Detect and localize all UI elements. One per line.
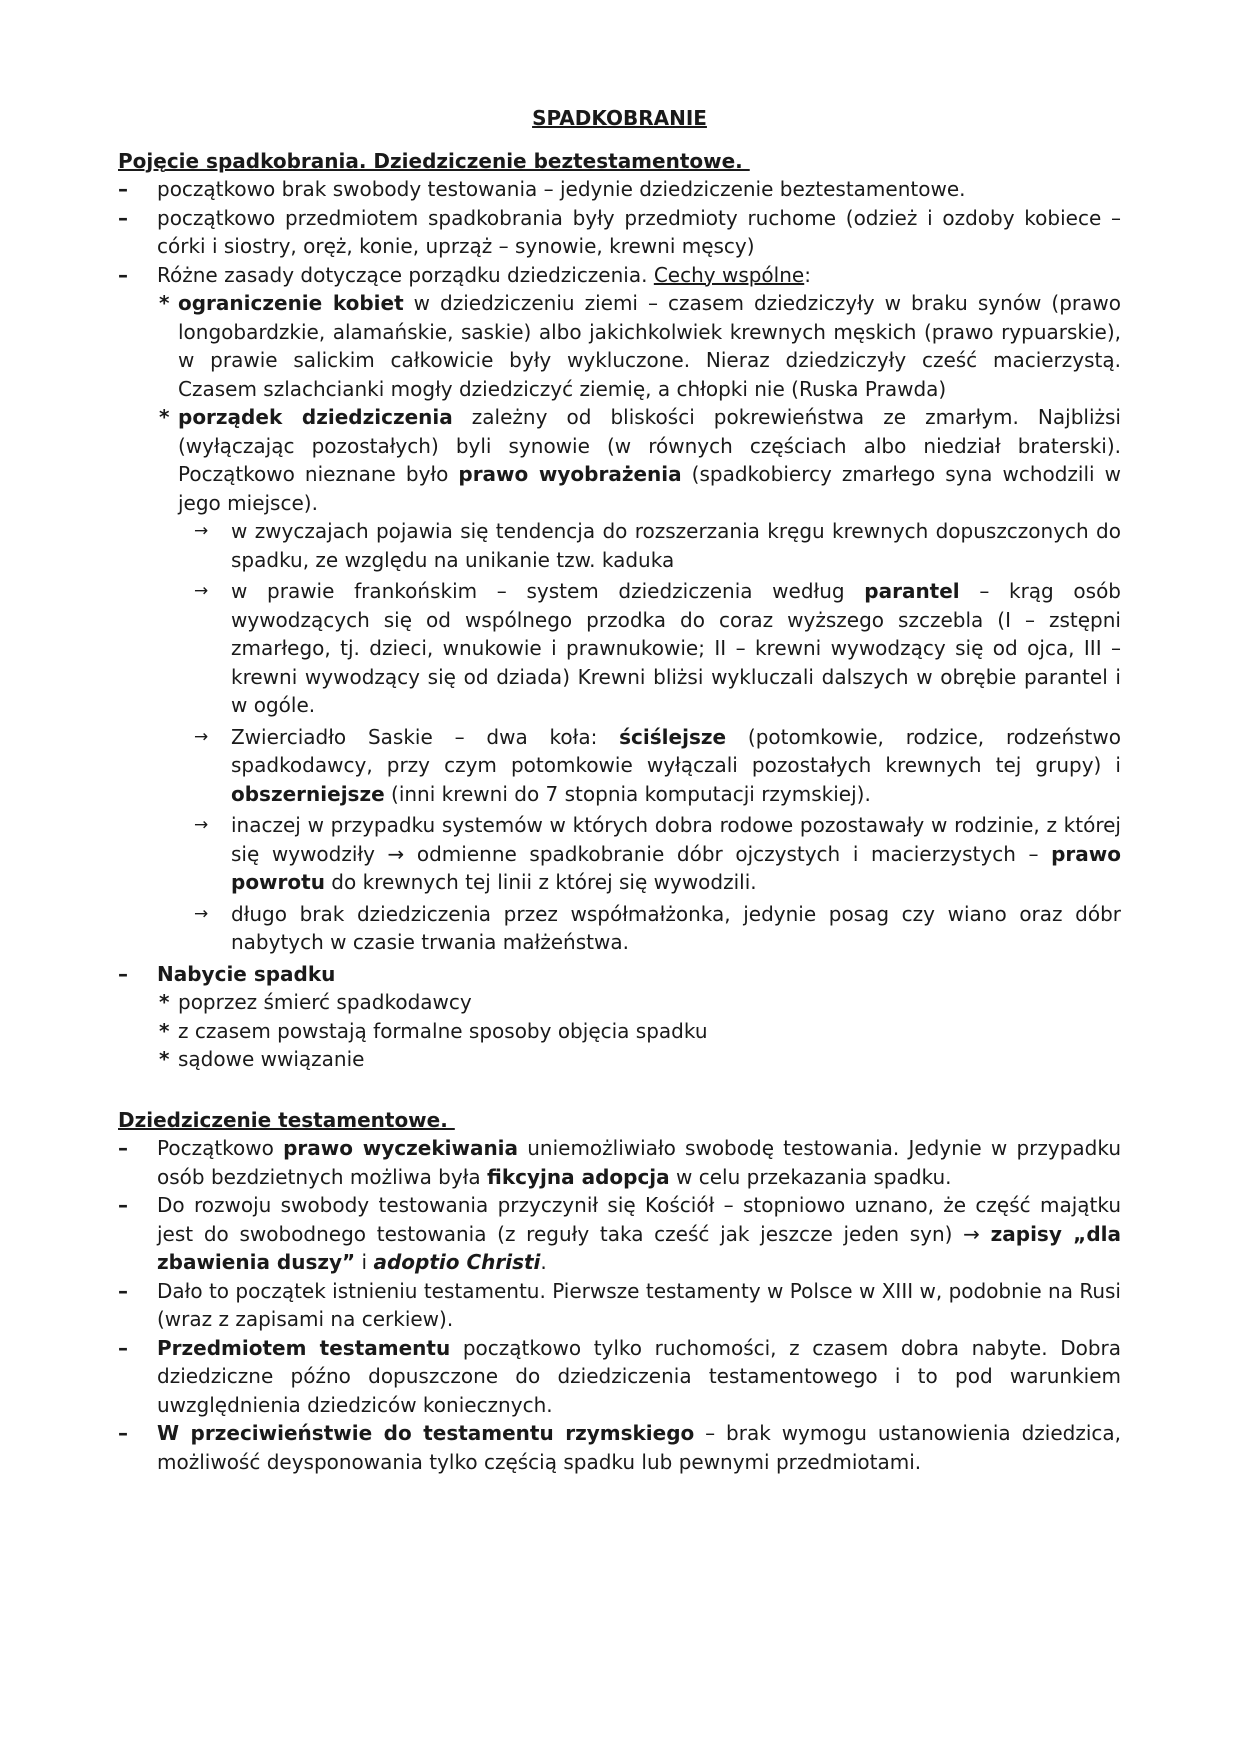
sub-list-item — [118, 289, 1121, 403]
list-item-text: uniemożliwiało swobodę testowania. Jedynie w przypadku osób bezdzietnych możliwa była — [157, 1136, 1121, 1189]
dash-marker: – — [118, 1421, 128, 1445]
arrow-list-item — [118, 577, 1121, 720]
sub-list-text: z czasem powstają formalne sposoby objęcia spadku — [178, 1018, 708, 1043]
bold-term: W przeciwieństwie do testamentu rzymskiego — [157, 1421, 695, 1445]
sub-list-text: poprzez śmierć spadkodawcy — [178, 990, 472, 1014]
bold-term: prawo wyobrażenia — [458, 462, 682, 486]
sub-list-text: (spadkobiercy zmarłego syna wchodzili w jego miejsce). — [178, 462, 1121, 515]
bold-term: ograniczenie kobiet — [178, 291, 404, 315]
bold-italic-term: adoptio Christi — [373, 1250, 541, 1274]
arrow-list-item — [118, 517, 1121, 574]
bold-term: ściślejsze — [619, 724, 727, 749]
asterisk-marker: * — [159, 1047, 170, 1071]
sub-list-item — [118, 403, 1121, 517]
dash-marker: – — [118, 1193, 128, 1217]
list-item — [118, 1277, 1121, 1334]
bold-term: prawo wyczekiwania — [283, 1136, 519, 1160]
list-item-text: i — [355, 1250, 374, 1274]
asterisk-marker: * — [159, 1018, 170, 1043]
sub-list-text: sądowe wwiązanie — [178, 1047, 365, 1071]
arrow-icon: → — [194, 581, 209, 601]
arrow-icon: → — [194, 726, 209, 747]
arrow-item-text: długo brak dziedziczenia przez współmałżonka, jedynie posag czy wiano oraz dóbr nabytych w czasie trwania małżeństwa. — [231, 901, 1121, 954]
arrow-icon: → — [194, 815, 209, 835]
list-item-text: w celu przekazania spadku. — [669, 1164, 952, 1189]
list-item — [118, 1134, 1121, 1191]
list-item-text: Dało to początek istnieniu testamentu. Pierwsze testamenty w Polsce w XIII w, podobnie na Rusi (wraz z zapisami na cerkiew). — [157, 1278, 1121, 1331]
sub-list-text: w dziedziczeniu ziemi – czasem dziedziczyły w braku synów (prawo longobardzkie, alamańskie, saskie) albo jakichkolwiek krewnych męskich (prawo rypuarskie), w prawie salickim całkowicie były wykluczone. Nieraz dziedziczyły cześć macierzystą. Czasem szlachcianki mogły dziedziczyć ziemię, a chłopki nie (Ruska Prawda) — [178, 291, 1121, 401]
list-item-text: początkowo przedmiotem spadkobrania były przedmioty ruchome (odzież i ozdoby kobiece – córki i siostry, oręż, konie, uprząż – synowie, krewni męscy) — [157, 205, 1121, 258]
arrow-item-text: inaczej w przypadku systemów w których dobra rodowe pozostawały w rodzinie, z której się wywodziły → odmienne spadkobranie dóbr ojczystych i macierzystych – — [231, 813, 1121, 866]
section-heading-intestate: Pojęcie spadkobrania. Dziedziczenie beztestamentowe. — [118, 148, 750, 173]
arrow-item-text: (inni krewni do 7 stopnia komputacji rzymskiej). — [384, 781, 871, 806]
bold-term: prawo powrotu — [231, 841, 1121, 894]
arrow-item-text: Zwierciadło Saskie – dwa koła: — [231, 724, 620, 749]
list-item — [118, 1191, 1121, 1277]
document-page — [118, 104, 1121, 1476]
arrow-icon: → — [194, 521, 209, 541]
sub-list-item — [118, 988, 1121, 1017]
list-item — [118, 960, 1121, 989]
sub-list-item — [118, 1045, 1121, 1074]
bold-term: parantel — [864, 579, 960, 603]
bold-term: fikcyjna adopcja — [487, 1164, 670, 1189]
spacer — [118, 1074, 1121, 1106]
dash-marker: – — [118, 262, 128, 287]
asterisk-marker: * — [159, 291, 170, 315]
arrow-item-text: – krąg osób wywodzących się od wspólnego przodka do coraz wyższego szczebla (I – zstępni zmarłego, tj. dzieci, wnukowie i prawnukowie; II – krewni wywodzący się od ojca, III – krewni wywodzący się od dziada) Krewni bliżsi wykluczali dalszych w obrębie parantel i w ogóle. — [231, 579, 1122, 717]
dash-marker: – — [118, 1335, 128, 1360]
arrow-list-item — [118, 900, 1121, 957]
dash-marker: – — [118, 1136, 128, 1160]
arrow-item-text: w zwyczajach pojawia się tendencja do rozszerzania kręgu krewnych dopuszczonych do spadku, ze względu na unikanie tzw. kaduka — [231, 519, 1121, 572]
arrow-icon: → — [194, 903, 209, 924]
list-item-text: początkowo tylko ruchomości, z czasem dobra nabyte. Dobra dziedziczne późno dopuszczone do dziedziczenia testamentowego i to pod warunkiem uwzględnienia dziedziców koniecznych. — [157, 1335, 1122, 1417]
dash-marker: – — [118, 177, 128, 201]
dash-marker: – — [118, 1278, 128, 1303]
bold-term: zapisy „dla zbawienia duszy” — [157, 1221, 1121, 1274]
arrow-item-text: do krewnych tej linii z której się wywodzili. — [324, 870, 757, 894]
bold-term: porządek dziedziczenia — [178, 405, 453, 429]
list-item — [118, 1334, 1121, 1420]
punctuation: : — [804, 262, 811, 287]
list-item-text: . — [540, 1250, 547, 1274]
asterisk-marker: * — [159, 990, 170, 1014]
arrow-list-item — [118, 723, 1121, 809]
list-item — [118, 1419, 1121, 1476]
underlined-phrase: Cechy wspólne — [653, 262, 805, 287]
sub-list-text: zależny od bliskości pokrewieństwa ze zmarłym. Najbliżsi (wyłączając pozostałych) byli synowie (w równych częściach albo niedział braterski). Początkowo nieznane było — [178, 405, 1121, 486]
section-heading-testamentary: Dziedziczenie testamentowe. — [118, 1107, 455, 1132]
list-item-text: Do rozwoju swobody testowania przyczynił się Kościół – stopniowo uznano, że część majątku jest do swobodnego testowania (z reguły taka cześć jak jeszcze jeden syn) → — [157, 1193, 1121, 1246]
dash-marker: – — [118, 205, 128, 230]
arrow-item-text: (potomkowie, rodzice, rodzeństwo spadkodawcy, przy czym potomkowie wyłączali pozostałych krewnych tej grupy) i — [231, 724, 1121, 777]
dash-marker: – — [118, 961, 128, 986]
asterisk-marker: * — [159, 405, 170, 429]
bold-term: Nabycie spadku — [157, 961, 336, 986]
bold-term: obszerniejsze — [231, 781, 385, 806]
list-item-text: początkowo brak swobody testowania – jedynie dziedziczenie beztestamentowe. — [157, 177, 966, 201]
arrow-list-item — [118, 811, 1121, 897]
sub-list-item — [118, 1017, 1121, 1046]
document-title: SPADKOBRANIE — [532, 106, 707, 130]
list-item-text: – brak wymogu ustanowienia dziedzica, możliwość deysponowania tylko częścią spadku lub pewnymi przedmiotami. — [157, 1421, 1121, 1474]
list-item-text: Początkowo — [157, 1136, 284, 1160]
list-item-text: Różne zasady dotyczące porządku dziedziczenia. — [157, 262, 654, 287]
bold-term: Przedmiotem testamentu — [157, 1335, 451, 1360]
list-item — [118, 261, 1121, 290]
arrow-item-text: w prawie frankońskim – system dziedziczenia według — [231, 579, 865, 603]
list-item — [118, 175, 1121, 204]
list-item — [118, 204, 1121, 261]
